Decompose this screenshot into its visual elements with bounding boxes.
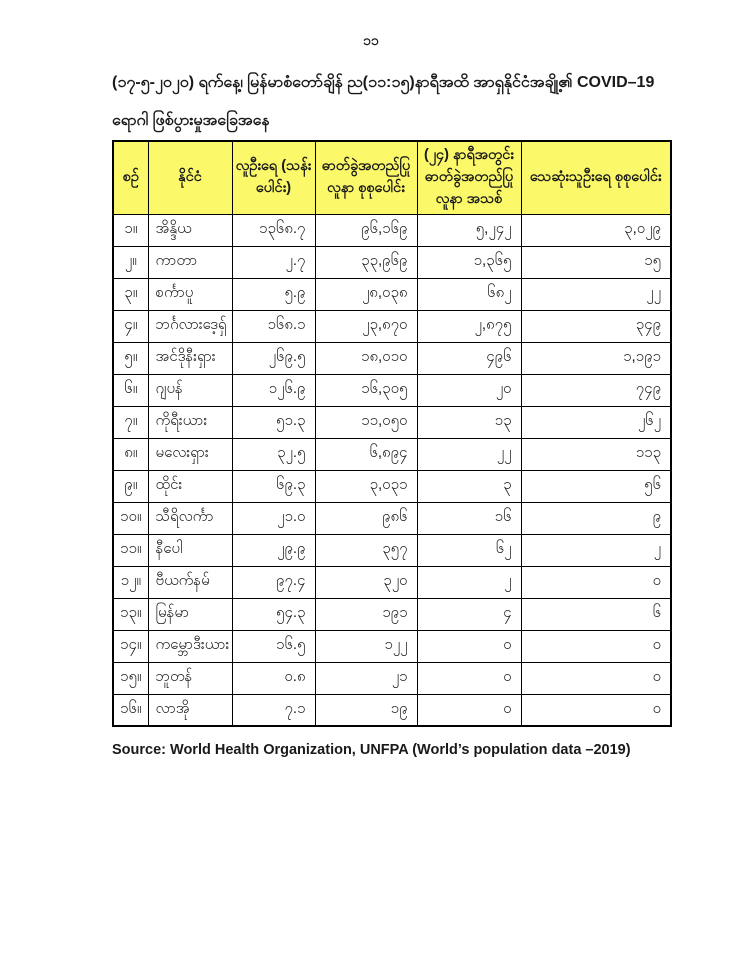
deaths-total: ၀ [521,662,671,694]
confirmed-total: ၆,၈၉၄ [315,438,417,470]
new-cases-24h: ၆၈၂ [417,278,521,310]
country-name: ဂျပန် [148,374,232,406]
population-millions: ၅၄.၃ [232,598,315,630]
row-serial: ၁၂။ [113,566,148,598]
confirmed-total: ၁၈,၀၁၀ [315,342,417,374]
header-serial: စဉ် [113,141,148,214]
table-row [113,662,671,694]
confirmed-total: ၁၁,၀၅၀ [315,406,417,438]
table-row [113,310,671,342]
country-name: စင်္ကာပူ [148,278,232,310]
new-cases-24h: ၀ [417,630,521,662]
confirmed-total: ၃၅၇ [315,534,417,566]
confirmed-total: ၁၆,၃၀၅ [315,374,417,406]
country-name: ကိုရီးယား [148,406,232,438]
country-name: ဘင်္ဂလားဒေ့ရှ် [148,310,232,342]
table-row [113,214,671,246]
population-millions: ၆၉.၃ [232,470,315,502]
new-cases-24h: ၂,၈၇၅ [417,310,521,342]
deaths-total: ၇၄၉ [521,374,671,406]
confirmed-total: ၁၉၁ [315,598,417,630]
population-millions: ၃၂.၅ [232,438,315,470]
deaths-total: ၅၆ [521,470,671,502]
row-serial: ၈။ [113,438,148,470]
new-cases-24h: ၆၂ [417,534,521,566]
population-millions: ၅.၉ [232,278,315,310]
country-name: ဘူတန် [148,662,232,694]
row-serial: ၁၄။ [113,630,148,662]
deaths-total: ၃၄၉ [521,310,671,342]
country-name: ကမ္ဘောဒီးယား [148,630,232,662]
population-millions: ၇.၁ [232,694,315,726]
header-deaths-total: သေဆုံးသူဦးရေ စုစုပေါင်း [521,141,671,214]
country-name: အင်ဒိုနီးရှား [148,342,232,374]
page-number: ၁၁ [363,32,379,48]
table-row [113,598,671,630]
row-serial: ၁။ [113,214,148,246]
confirmed-total: ၂၁ [315,662,417,694]
header-new-cases-24h: (၂၄) နာရီအတွင်း ဓာတ်ခွဲအတည်ပြု လူနာ အသစ် [417,141,521,214]
header-country: နိုင်ငံ [148,141,232,214]
header-confirmed-total: ဓာတ်ခွဲအတည်ပြု လူနာ စုစုပေါင်း [315,141,417,214]
table-row [113,502,671,534]
new-cases-24h: ၂ [417,566,521,598]
population-millions: ၂.၇ [232,246,315,278]
confirmed-total: ၃၂၀ [315,566,417,598]
table-header-row [113,141,671,214]
covid-data-table [112,140,672,727]
deaths-total: ၃,၀၂၉ [521,214,671,246]
deaths-total: ၁၁၃ [521,438,671,470]
new-cases-24h: ၀ [417,662,521,694]
country-name: ထိုင်း [148,470,232,502]
population-millions: ၁၃၆၈.၇ [232,214,315,246]
new-cases-24h: ၄၉၆ [417,342,521,374]
deaths-total: ၉ [521,502,671,534]
deaths-total: ၁,၁၉၁ [521,342,671,374]
new-cases-24h: ၅,၂၄၂ [417,214,521,246]
population-millions: ၁၆၈.၁ [232,310,315,342]
table-row [113,342,671,374]
confirmed-total: ၃၃,၉၆၉ [315,246,417,278]
table-row [113,534,671,566]
deaths-total: ၀ [521,694,671,726]
row-serial: ၁၅။ [113,662,148,694]
new-cases-24h: ၄ [417,598,521,630]
new-cases-24h: ၂၂ [417,438,521,470]
row-serial: ၃။ [113,278,148,310]
new-cases-24h: ၃ [417,470,521,502]
confirmed-total: ၁၂၂ [315,630,417,662]
confirmed-total: ၂၈,၀၃၈ [315,278,417,310]
country-name: လာအို [148,694,232,726]
new-cases-24h: ၁၃ [417,406,521,438]
country-name: မြန်မာ [148,598,232,630]
population-millions: ၁၂၆.၉ [232,374,315,406]
country-name: မလေးရှား [148,438,232,470]
table-row [113,470,671,502]
deaths-total: ၆ [521,598,671,630]
row-serial: ၁၃။ [113,598,148,630]
header-population: လူဦးရေ (သန်းပေါင်း) [232,141,315,214]
title-line-1: (၁၇-၅-၂၀၂၀) ရက်နေ့၊ မြန်မာစံတော်ချိန် ည(၁၁:၁၅)နာရီအထိ အာရှနိုင်ငံအချို့၏ COVID–19 [112,74,655,91]
title-line-2: ရောဂါ ဖြစ်ပွားမှုအခြေအနေ [112,112,270,129]
country-name: ဗီယက်နမ် [148,566,232,598]
table-row [113,438,671,470]
table-row [113,566,671,598]
deaths-total: ၂၂ [521,278,671,310]
source-note: Source: World Health Organization, UNFPA (World’s population data –2019) [112,742,631,758]
confirmed-total: ၉၆,၁၆၉ [315,214,417,246]
table-row [113,374,671,406]
table-row [113,630,671,662]
row-serial: ၁၆။ [113,694,148,726]
deaths-total: ၂၆၂ [521,406,671,438]
table-row [113,406,671,438]
deaths-total: ၂ [521,534,671,566]
population-millions: ၅၁.၃ [232,406,315,438]
population-millions: ၀.၈ [232,662,315,694]
confirmed-total: ၂၃,၈၇၀ [315,310,417,342]
confirmed-total: ၁၉ [315,694,417,726]
country-name: ကာတာ [148,246,232,278]
document-title [112,64,704,140]
country-name: သီရိလင်္ကာ [148,502,232,534]
population-millions: ၂၁.၀ [232,502,315,534]
confirmed-total: ၉၈၆ [315,502,417,534]
table-row [113,694,671,726]
new-cases-24h: ၁၆ [417,502,521,534]
deaths-total: ၀ [521,630,671,662]
population-millions: ၁၆.၅ [232,630,315,662]
population-millions: ၂၆၉.၅ [232,342,315,374]
row-serial: ၂။ [113,246,148,278]
deaths-total: ၁၅ [521,246,671,278]
table-row [113,246,671,278]
country-name: အိန္ဒိယ [148,214,232,246]
new-cases-24h: ၂၀ [417,374,521,406]
new-cases-24h: ၀ [417,694,521,726]
row-serial: ၇။ [113,406,148,438]
population-millions: ၉၇.၄ [232,566,315,598]
row-serial: ၆။ [113,374,148,406]
deaths-total: ၀ [521,566,671,598]
country-name: နီပေါ [148,534,232,566]
confirmed-total: ၃,၀၃၁ [315,470,417,502]
new-cases-24h: ၁,၃၆၅ [417,246,521,278]
row-serial: ၁၀။ [113,502,148,534]
row-serial: ၁၁။ [113,534,148,566]
table-row [113,278,671,310]
row-serial: ၄။ [113,310,148,342]
population-millions: ၂၉.၉ [232,534,315,566]
row-serial: ၅။ [113,342,148,374]
row-serial: ၉။ [113,470,148,502]
